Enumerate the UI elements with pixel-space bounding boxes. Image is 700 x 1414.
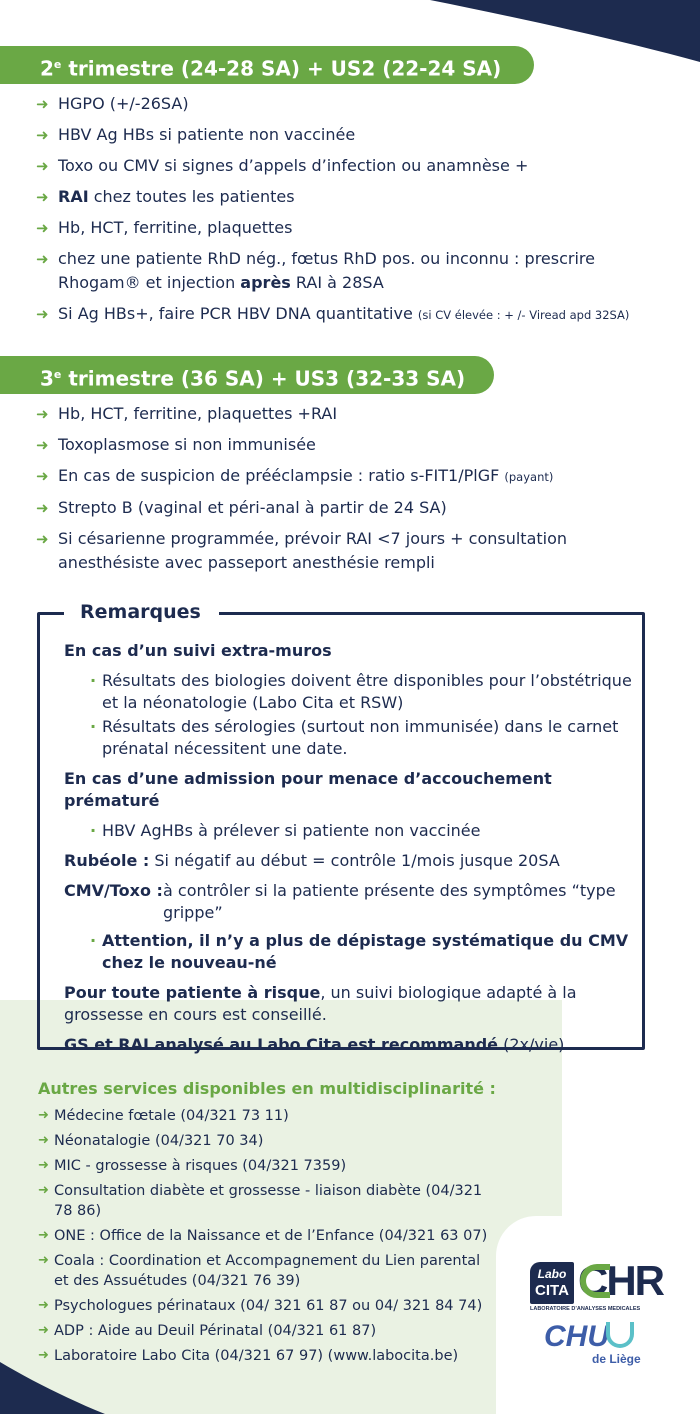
section-2-item-pre: HGPO (+/-26SA) <box>58 94 189 113</box>
arrow-right-icon: ➜ <box>38 1133 49 1148</box>
section-3-item-pre: Hb, HCT, ferritine, plaquettes +RAI <box>58 404 338 423</box>
extra-muros-bullet-text: Résultats des sérologies (surtout non immunisée) dans le carnet prénatal nécessitent une date. <box>102 717 619 758</box>
section-3-item-pre: Strepto B (vaginal et péri-anal à partir de 24 SA) <box>58 498 447 517</box>
section-3-item-pre: En cas de suspicion de prééclampsie : ratio s-FIT1/PlGF <box>58 466 505 485</box>
rubeole-label: Rubéole : <box>64 851 150 870</box>
section-3-banner <box>0 356 494 394</box>
section-2-banner <box>0 46 534 84</box>
gs-bold: GS et RAI analysé au Labo Cita est recommandé <box>64 1035 499 1054</box>
section-3-list <box>36 402 596 582</box>
section-2-item-pre: HBV Ag HBs si patiente non vaccinée <box>58 125 356 144</box>
chr-logo-accent <box>580 1264 610 1298</box>
arrow-right-icon: ➜ <box>38 1348 49 1363</box>
service-item <box>38 1321 488 1341</box>
section-2-list <box>36 92 656 334</box>
section-3-title-sup: e <box>53 368 62 381</box>
remarques-body <box>64 640 634 1064</box>
section-2-item-post: chez toutes les patientes <box>88 187 295 206</box>
service-item <box>38 1131 488 1151</box>
arrow-right-icon: ➜ <box>38 1323 49 1338</box>
gs-text: (2x/vie) <box>498 1035 565 1054</box>
rubeole-text: Si négatif au début = contrôle 1/mois jusque 20SA <box>149 851 560 870</box>
section-2-title-sup: e <box>53 58 62 71</box>
extra-muros-bullet <box>64 716 634 760</box>
section-2-item <box>36 247 656 295</box>
arrow-right-icon: ➜ <box>38 1108 49 1123</box>
arrow-right-icon: ➜ <box>36 467 49 485</box>
arrow-right-icon: ➜ <box>36 530 49 548</box>
section-2-item <box>36 123 656 147</box>
section-2-item-post: RAI à 28SA <box>290 273 384 292</box>
service-item-text: MIC - grossesse à risques (04/321 7359) <box>54 1158 347 1174</box>
arrow-right-icon: ➜ <box>36 188 49 206</box>
section-2-title-prefix: 2 <box>40 56 54 81</box>
chr-logo-text: CHR <box>578 1257 663 1304</box>
section-3-item-small: (payant) <box>504 470 554 484</box>
service-item <box>38 1156 488 1176</box>
bullet-dot-icon: · <box>90 931 97 950</box>
service-item-text: ONE : Office de la Naissance et de l’Enfance (04/321 63 07) <box>54 1228 488 1244</box>
arrow-right-icon: ➜ <box>36 219 49 237</box>
extra-muros-heading: En cas d’un suivi extra-muros <box>64 641 332 660</box>
section-2-item <box>36 185 656 209</box>
arrow-right-icon: ➜ <box>36 436 49 454</box>
cmv-line <box>64 880 634 924</box>
extra-muros-bullet-text: Résultats des biologies doivent être disponibles pour l’obstétrique et la néonatologie (Labo Cita et RSW) <box>102 671 632 712</box>
section-2-title-rest: trimestre (24-28 SA) + US2 (22-24 SA) <box>61 56 502 81</box>
section-2-item-small: (si CV élevée : + /- Viread apd 32SA) <box>417 308 630 322</box>
service-item-text: Psychologues périnataux (04/ 321 61 87 ou 04/ 321 84 74) <box>54 1298 483 1314</box>
section-2-item-pre: chez une patiente RhD nég., fœtus RhD pos. ou inconnu : prescrire Rhogam® et injection <box>58 249 595 292</box>
service-item-text: Coala : Coordination et Accompagnement du Lien parental et des Assuétudes (04/321 76 39) <box>54 1253 481 1289</box>
logo-area <box>496 1216 700 1414</box>
service-item <box>38 1346 488 1366</box>
service-item <box>38 1106 488 1126</box>
service-item-text: Consultation diabète et grossesse - liaison diabète (04/321 78 86) <box>54 1183 483 1219</box>
arrow-right-icon: ➜ <box>36 405 49 423</box>
section-2-item <box>36 216 656 240</box>
section-3-item <box>36 433 596 457</box>
section-2-item <box>36 92 656 116</box>
section-3-item <box>36 464 596 489</box>
service-item-text: ADP : Aide au Deuil Périnatal (04/321 61 87) <box>54 1323 377 1339</box>
section-3-title-rest: trimestre (36 SA) + US3 (32-33 SA) <box>61 366 466 391</box>
cmv-label: CMV/Toxo : <box>64 881 163 900</box>
arrow-right-icon: ➜ <box>38 1183 49 1198</box>
arrow-right-icon: ➜ <box>38 1298 49 1313</box>
extra-muros-bullet <box>64 670 634 714</box>
arrow-right-icon: ➜ <box>36 305 49 323</box>
section-2-item-bold: après <box>240 273 291 292</box>
section-3-title-prefix: 3 <box>40 366 54 391</box>
chr-logo <box>578 1256 668 1306</box>
section-3-item-pre: Si césarienne programmée, prévoir RAI <7 jours + consultation anesthésiste avec passeport anesthésie rempli <box>58 529 568 572</box>
section-3-item <box>36 527 596 575</box>
gs-paragraph <box>64 1034 634 1056</box>
arrow-right-icon: ➜ <box>36 499 49 517</box>
admission-bullet-text: HBV AgHBs à prélever si patiente non vaccinée <box>102 821 481 840</box>
section-3-item <box>36 496 596 520</box>
section-3-item-pre: Toxoplasmose si non immunisée <box>58 435 316 454</box>
chu-subtitle: de Liège <box>592 1352 641 1366</box>
cmv-attention-bullet <box>64 930 634 974</box>
bullet-dot-icon: · <box>90 671 97 690</box>
arrow-right-icon: ➜ <box>38 1228 49 1243</box>
risque-bold: Pour toute patiente à risque <box>64 983 321 1002</box>
risque-text: , un suivi biologique adapté à la grossesse en cours est conseillé. <box>64 983 577 1024</box>
chr-subtitle: LABORATOIRE D’ANALYSES MEDICALES <box>530 1306 641 1312</box>
labo-cita-line1: Labo <box>537 1267 567 1281</box>
section-2-item <box>36 154 656 178</box>
services-title: Autres services disponibles en multidisciplinarité : <box>38 1079 496 1098</box>
labo-cita-logo <box>530 1262 574 1304</box>
labo-cita-line2: CITA <box>535 1282 569 1299</box>
services-list <box>38 1106 488 1371</box>
service-item-text: Laboratoire Labo Cita (04/321 67 97) (www.labocita.be) <box>54 1348 459 1364</box>
arrow-right-icon: ➜ <box>36 157 49 175</box>
service-item <box>38 1181 488 1221</box>
section-2-item <box>36 302 656 327</box>
service-item-text: Médecine fœtale (04/321 73 11) <box>54 1108 289 1124</box>
service-item-text: Néonatalogie (04/321 70 34) <box>54 1133 264 1149</box>
arrow-right-icon: ➜ <box>38 1253 49 1268</box>
arrow-right-icon: ➜ <box>36 250 49 268</box>
admission-heading: En cas d’une admission pour menace d’accouchement prématuré <box>64 769 552 810</box>
section-3-item <box>36 402 596 426</box>
arrow-right-icon: ➜ <box>36 95 49 113</box>
section-2-item-pre: Toxo ou CMV si signes d’appels d’infection ou anamnèse + <box>58 156 529 175</box>
bullet-dot-icon: · <box>90 821 97 840</box>
cmv-attention-text: Attention, il n’y a plus de dépistage systématique du CMV chez le nouveau-né <box>102 931 629 972</box>
chu-logo-swoosh <box>606 1322 634 1348</box>
service-item <box>38 1251 488 1291</box>
section-2-item-pre: Hb, HCT, ferritine, plaquettes <box>58 218 293 237</box>
chu-logo-text: CHU <box>544 1320 609 1353</box>
cmv-text: à contrôler si la patiente présente des symptômes “type grippe” <box>163 881 616 922</box>
arrow-right-icon: ➜ <box>38 1158 49 1173</box>
rubeole-line <box>64 850 634 872</box>
admission-bullet <box>64 820 634 842</box>
arrow-right-icon: ➜ <box>36 126 49 144</box>
risque-paragraph <box>64 982 634 1026</box>
service-item <box>38 1296 488 1316</box>
service-item <box>38 1226 488 1246</box>
section-2-item-bold: RAI <box>58 187 89 206</box>
section-2-item-pre: Si Ag HBs+, faire PCR HBV DNA quantitative <box>58 304 418 323</box>
remarques-title: Remarques <box>64 599 219 625</box>
bullet-dot-icon: · <box>90 717 97 736</box>
